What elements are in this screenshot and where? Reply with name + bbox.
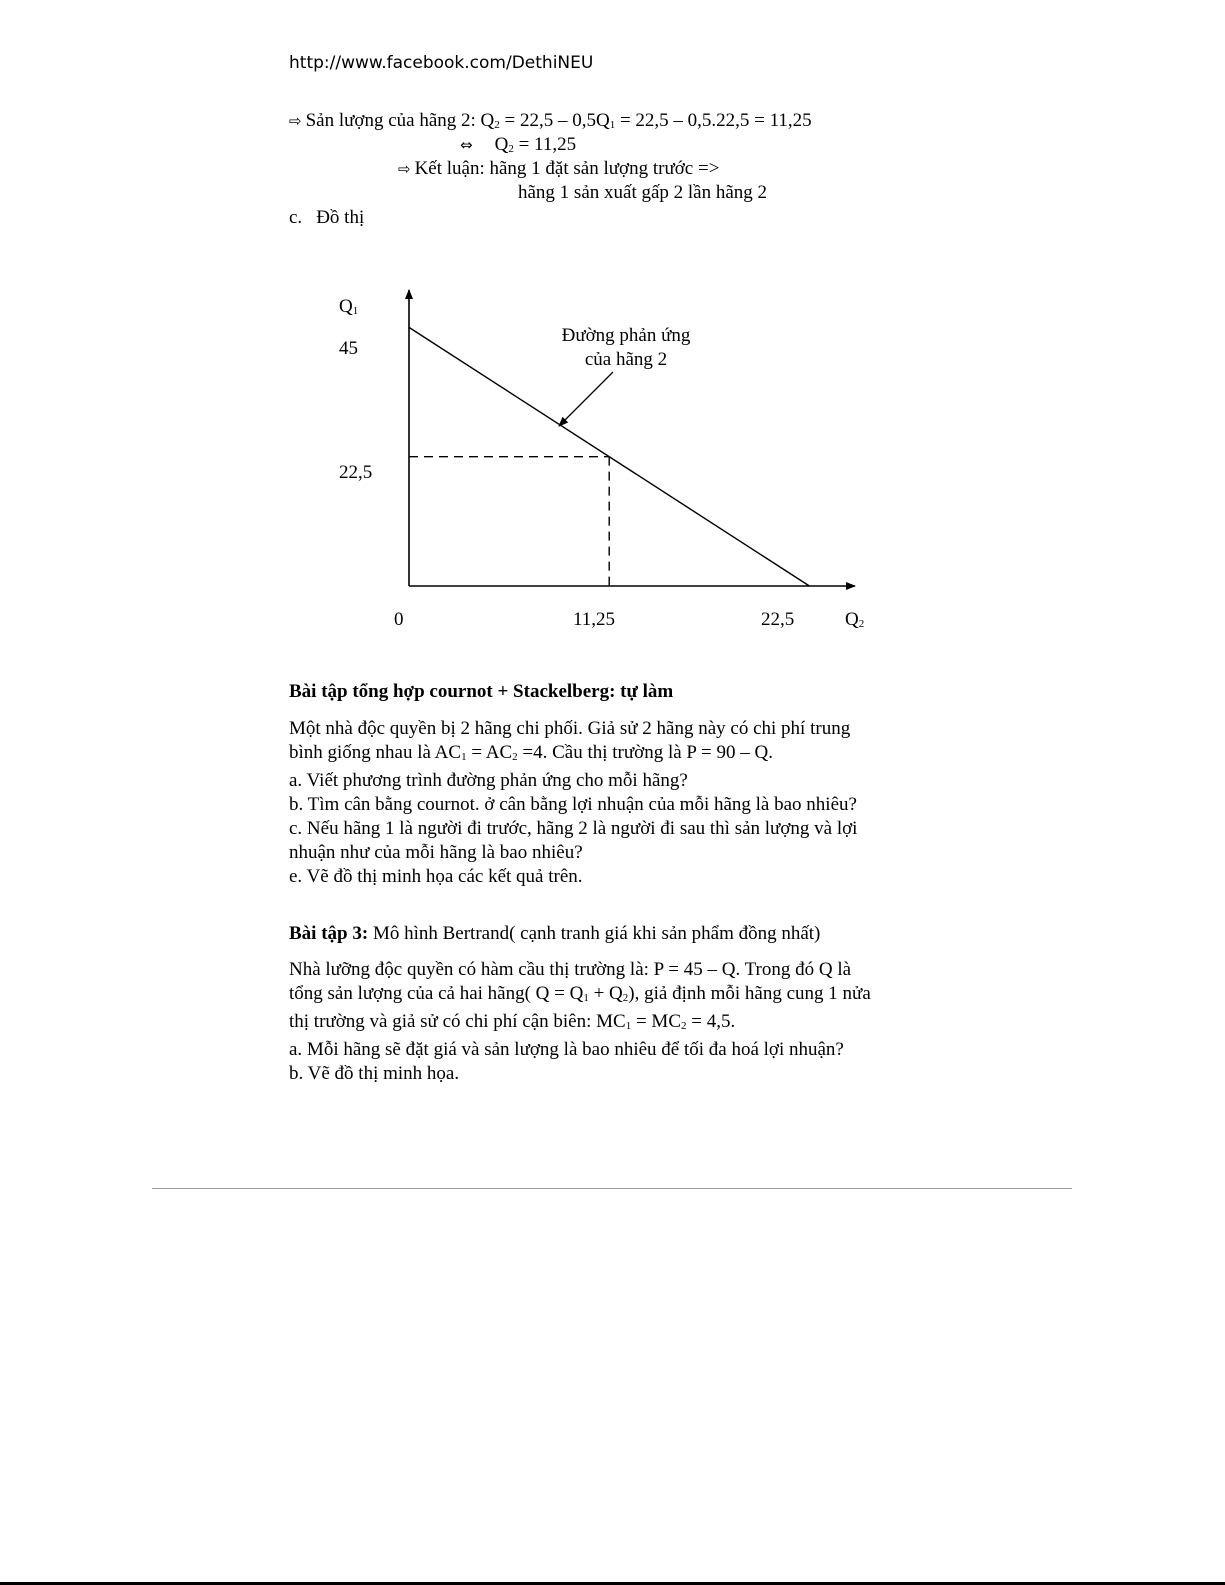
question-c-cont: nhuận như của mỗi hãng là bao nhiêu? bbox=[289, 842, 583, 863]
conclusion-line: ⇨ Kết luận: hãng 1 đặt sản lượng trước => bbox=[398, 158, 720, 179]
exercise-combined-title: Bài tập tổng hợp cournot + Stackelberg: tự làm bbox=[289, 681, 674, 702]
page-divider bbox=[152, 1188, 1072, 1189]
y-axis-label: Q1 bbox=[339, 296, 359, 317]
x-tick-0: 0 bbox=[394, 609, 404, 630]
question-e: e. Vẽ đồ thị minh họa các kết quả trên. bbox=[289, 866, 583, 887]
x-tick-11-25: 11,25 bbox=[573, 609, 616, 630]
y-tick-45: 45 bbox=[339, 338, 358, 359]
reaction-curve-chart bbox=[0, 0, 1225, 660]
exercise-line: bình giống nhau là $AC_1 = AC_2 =4$. Cầu thị trường là P = 90 – Q. bbox=[289, 742, 773, 763]
question-b: b. Tìm cân bằng cournot. ở cân bằng lợi nhuận của mỗi hãng là bao nhiêu? bbox=[289, 794, 857, 815]
part-c-heading: c. Đồ thị bbox=[289, 207, 365, 228]
right-arrow-icon: ⇨ bbox=[289, 112, 302, 130]
exercise-line: Nhà lưỡng độc quyền có hàm cầu thị trường là: P = 45 – Q. Trong đó Q là bbox=[289, 959, 852, 980]
exercise-line: tổng sản lượng của cả hai hãng( $Q = Q_1 + Q_2$), giả định mỗi hãng cung 1 nửa bbox=[289, 983, 871, 1004]
output-firm2-line: ⇨ Sản lượng của hãng 2: $Q_2 = 22,5 - 0,5Q_1 = 22,5 - 0,5.22,5 = 11,25$ bbox=[289, 110, 812, 131]
right-arrow-icon: ⇨ bbox=[398, 160, 411, 178]
y-tick-22-5: 22,5 bbox=[339, 462, 373, 483]
question-c: c. Nếu hãng 1 là người đi trước, hãng 2 là người đi sau thì sản lượng và lợi bbox=[289, 818, 858, 839]
exercise-3-body bbox=[289, 958, 949, 1086]
exercise-combined-body bbox=[289, 717, 949, 889]
equivalence-line: ⇔ $Q_2 = 11,25$ bbox=[460, 134, 577, 155]
question-b: b. Vẽ đồ thị minh họa. bbox=[289, 1063, 460, 1084]
question-a: a. Viết phương trình đường phản ứng cho mỗi hãng? bbox=[289, 770, 688, 791]
question-a: a. Mỗi hãng sẽ đặt giá và sản lượng là bao nhiêu để tối đa hoá lợi nhuận? bbox=[289, 1039, 844, 1060]
curve-annotation-line-2: của hãng 2 bbox=[584, 349, 668, 370]
header-url: http://www.facebook.com/DethiNEU bbox=[289, 53, 594, 73]
equivalence-arrow-icon: ⇔ bbox=[460, 136, 473, 154]
curve-annotation-line-1: Đường phản ứng bbox=[561, 325, 691, 346]
exercise-3-title: Bài tập 3: Mô hình Bertrand( cạnh tranh giá khi sản phẩm đồng nhất) bbox=[289, 923, 821, 944]
conclusion-line-2: hãng 1 sản xuất gấp 2 lần hãng 2 bbox=[518, 182, 768, 203]
exercise-line: Một nhà độc quyền bị 2 hãng chi phối. Giả sử 2 hãng này có chi phí trung bbox=[289, 718, 851, 739]
exercise-line: thị trường và giả sử có chi phí cận biên: $MC_1 = MC_2 = 4,5$. bbox=[289, 1011, 736, 1032]
annotation-arrow bbox=[559, 372, 613, 426]
x-tick-22-5: 22,5 bbox=[761, 609, 795, 630]
x-axis-label: Q2 bbox=[845, 609, 865, 630]
